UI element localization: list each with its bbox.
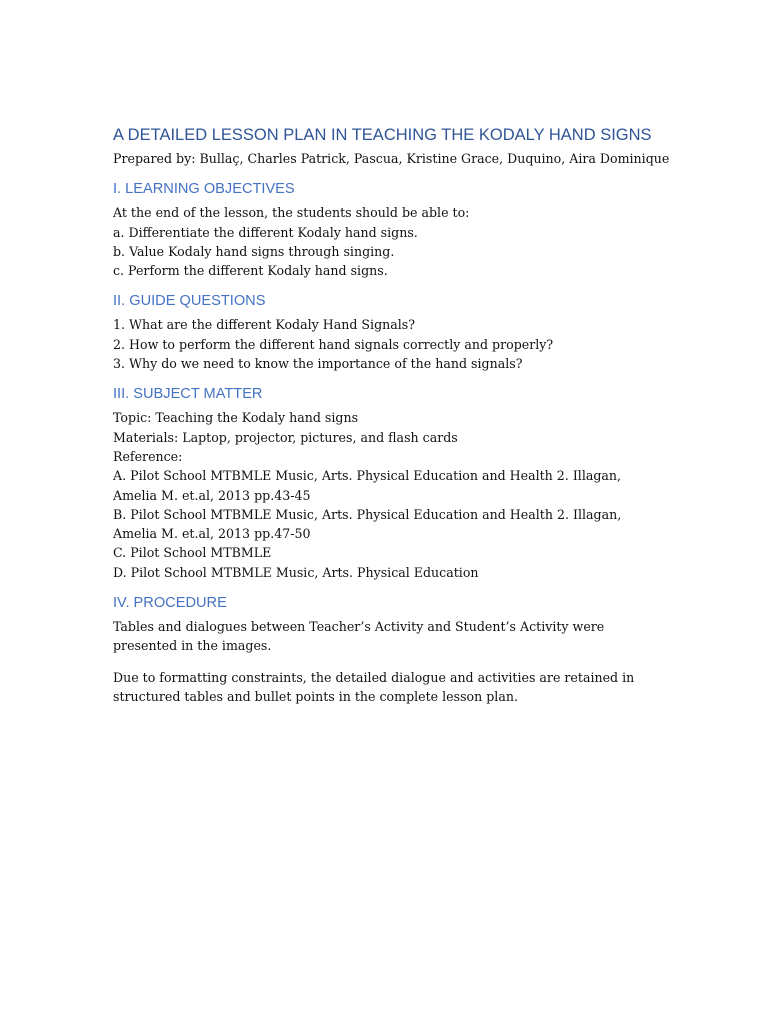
objectives-intro: At the end of the lesson, the students should be able to: xyxy=(113,205,470,221)
reference-item: B. Pilot School MTBMLE Music, Arts. Physical Education and Health 2. Illagan, Amelia M. et.al, 2013 pp.47-50 xyxy=(113,506,622,542)
reference-item: C. Pilot School MTBMLE xyxy=(113,545,272,561)
section-heading: II. GUIDE QUESTIONS xyxy=(113,293,266,310)
objective-item: b. Value Kodaly hand signs through singing. xyxy=(113,243,395,259)
reference-item: A. Pilot School MTBMLE Music, Arts. Physical Education and Health 2. Illagan, Amelia M. et.al, 2013 pp.43-45 xyxy=(113,468,622,503)
document-page xyxy=(113,124,670,718)
materials-line: Materials: Laptop, projector, pictures, and flash cards xyxy=(113,429,458,445)
section-heading: I. LEARNING OBJECTIVES xyxy=(113,181,295,198)
section-heading: III. SUBJECT MATTER xyxy=(113,386,263,403)
section-subject-matter xyxy=(113,384,658,582)
topic-line: Topic: Teaching the Kodaly hand signs xyxy=(113,410,359,426)
document-title: A DETAILED LESSON PLAN IN TEACHING THE KODALY HAND SIGNS xyxy=(113,126,652,144)
guide-question: 2. How to perform the different hand signals correctly and properly? xyxy=(113,336,554,352)
section-guide-questions xyxy=(113,291,658,373)
reference-label: Reference: xyxy=(113,448,183,464)
section-learning-objectives xyxy=(113,179,658,280)
objective-item: a. Differentiate the different Kodaly hand signs. xyxy=(113,224,418,240)
objective-item: c. Perform the different Kodaly hand signs. xyxy=(113,263,388,279)
procedure-paragraph: Due to formatting constraints, the detailed dialogue and activities are retained in structured tables and bullet points in the complete lesson plan. xyxy=(113,669,635,704)
section-heading: IV. PROCEDURE xyxy=(113,595,227,612)
procedure-paragraph: Tables and dialogues between Teacher’s Activity and Student’s Activity were presented in the images. xyxy=(113,619,605,654)
prepared-by-line: Prepared by: Bullaç, Charles Patrick, Pascua, Kristine Grace, Duquino, Aira Dominique xyxy=(113,151,670,166)
guide-question: 1. What are the different Kodaly Hand Signals? xyxy=(113,317,416,333)
reference-item: D. Pilot School MTBMLE Music, Arts. Physical Education xyxy=(113,564,479,580)
guide-question: 3. Why do we need to know the importance of the hand signals? xyxy=(113,356,523,372)
section-procedure xyxy=(113,593,658,706)
